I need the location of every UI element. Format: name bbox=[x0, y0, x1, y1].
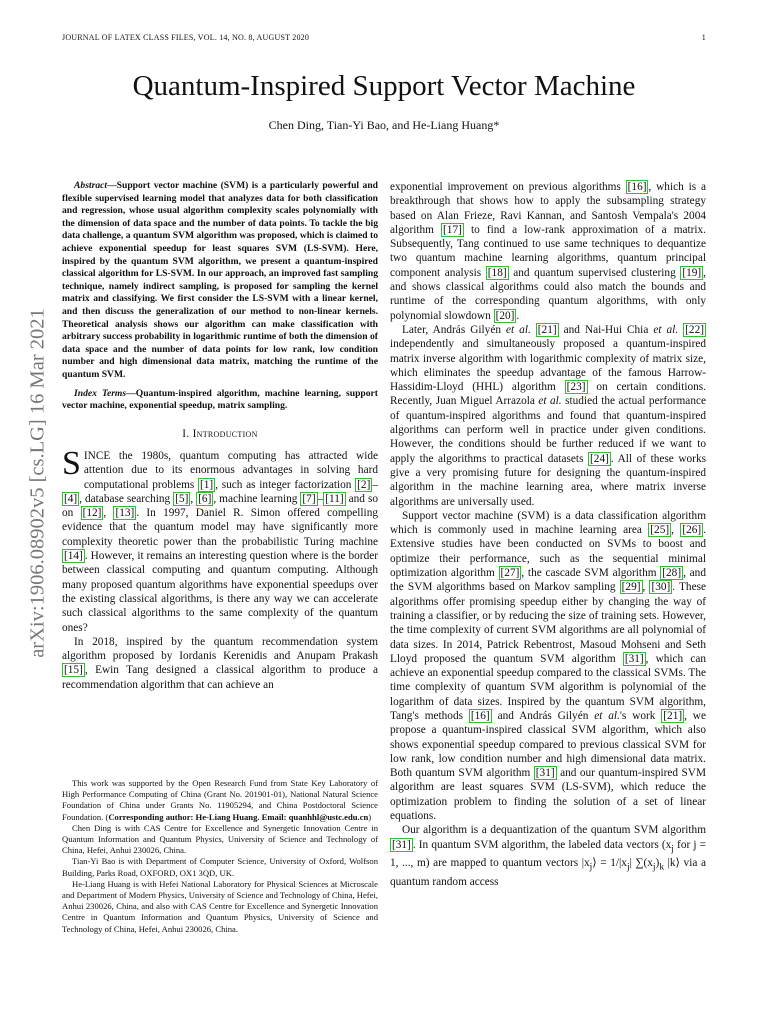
citation-link[interactable]: [25] bbox=[650, 524, 670, 537]
et-al: et al. bbox=[538, 395, 562, 408]
citation-link[interactable]: [15] bbox=[64, 664, 83, 677]
text-run: , Ewin Tang designed a classical algorithm to produce a recommendation algorithm that can achieve an bbox=[62, 664, 378, 691]
citation-link[interactable]: [4] bbox=[64, 492, 78, 505]
text-run: Support vector machine (SVM) is a data classification algorithm which is commonly used in machine learning area bbox=[390, 509, 706, 537]
citation-link[interactable]: [16] bbox=[627, 181, 647, 193]
text-run: and our quantum-inspired SVM algorithm are least squares SVM (LS-SVM), which reduce the optimization problem to finding the solution of a set of linear equations. bbox=[390, 767, 707, 823]
citation-link[interactable]: [19] bbox=[682, 266, 702, 279]
text-run: studied the actual performance of quantum-inspired algorithms and found that quantum-inspired algorithms can perform well in practice under given conditions. However, the conditions should be further reduced if we want to apply the algorithms to practical datasets bbox=[390, 395, 706, 465]
subscript: j bbox=[652, 862, 656, 873]
text-run: . In 1997, Daniel R. Simon offered compelling evidence that the quantum model may have significantly more complexity theoretic power than the probabilistic Turing machine bbox=[62, 507, 378, 548]
text-run: ⟩ = 1/|x bbox=[592, 857, 627, 870]
text-run: , which is a breakthrough that shows how to apply the subsampling strategy based on Alan Frieze, Ravi Kannan, and Santosh Vempala's 2004 algorithm bbox=[390, 181, 706, 236]
et-al: et al. bbox=[594, 709, 620, 722]
text-run: – bbox=[317, 492, 324, 505]
text-run: , and the SVM algorithms based on Markov sampling bbox=[390, 567, 706, 594]
citation-link[interactable]: [6] bbox=[198, 492, 212, 505]
text-run: , bbox=[642, 581, 650, 594]
text-run: ) bbox=[655, 857, 660, 870]
text-run: , which can achieve an exponential speedup compared to the classical SVMs. The time complexity of quantum SVM algorithm is polynomial of the logarithm of data sizes. Inspired by the quantum SVM algorithm, Tang's methods bbox=[390, 652, 706, 722]
citation-link[interactable]: [11] bbox=[325, 492, 344, 505]
citation-link[interactable]: [21] bbox=[663, 709, 683, 722]
right-column bbox=[390, 180, 706, 889]
text-run: , bbox=[103, 507, 114, 520]
text-run: Later, András Gilyén bbox=[402, 323, 506, 336]
citation-link[interactable]: [28] bbox=[662, 567, 682, 580]
arxiv-stamp-text: arXiv:1906.08902v5 [cs.LG] 16 Mar 2021 bbox=[26, 308, 49, 658]
citation-link[interactable]: [31] bbox=[392, 838, 411, 851]
citation-link[interactable]: [7] bbox=[302, 492, 316, 505]
subscript: k bbox=[659, 862, 665, 873]
text-run: , bbox=[671, 524, 681, 537]
citation-link[interactable]: [12] bbox=[82, 507, 102, 520]
section-number: I. bbox=[182, 427, 193, 440]
author-list: Chen Ding, Tian-Yi Bao, and He-Liang Huang* bbox=[268, 118, 500, 132]
text-run: to find a low-rank approximation of a matrix. Subsequently, Tang continued to use same techniques to dequantize two quantum machine learning algorithms, quantum principal component analysis bbox=[390, 223, 707, 279]
citation-link[interactable]: [24] bbox=[590, 452, 609, 465]
citation-link[interactable]: [29] bbox=[621, 581, 641, 594]
left-column bbox=[62, 180, 378, 692]
citation-link[interactable]: [20] bbox=[495, 309, 515, 322]
section-title: Introduction bbox=[192, 427, 258, 440]
citation-link[interactable]: [13] bbox=[115, 507, 135, 520]
intro-paragraph-4 bbox=[390, 323, 706, 509]
section-heading bbox=[62, 427, 378, 441]
text-run: . However, it remains an interesting question where is the border between classical computing and quantum computing. Although many proposed quantum algorithms have exponential speedups over the existing classical algorithms, is there any way we can accelerate such classical algorithms to the same complexity of the quantum ones? bbox=[62, 550, 378, 634]
footnote-affiliation: Chen Ding is with CAS Centre for Excellence and Synergetic Innovation Centre in Quantum Information and Quantum Physics, University of Science and Technology of China, Hefei, Anhui 230026, China. bbox=[62, 822, 378, 856]
text-run: |k⟩ via a quantum random access bbox=[390, 857, 706, 888]
text-run: INCE the 1980s, quantum computing has attracted wide attention due to its enormous advantages in solving hard computational problems bbox=[83, 449, 378, 491]
footnote-funding bbox=[62, 778, 378, 823]
text-run: This work was supported by the Open Research Fund from State Key Laboratory of High Performance Computing of China (Grant No. 201901-01), National Natural Science Foundation of China under Grants No. 11905294, and China Postdoctoral Science Foundation. ( bbox=[62, 778, 378, 822]
citation-link[interactable]: [21] bbox=[537, 323, 557, 336]
text-run: , database searching bbox=[79, 492, 174, 505]
text-run: and so on bbox=[62, 492, 378, 520]
index-terms-text: —Quantum-inspired algorithm, machine learning, support vector machine, exponential speedup, matrix sampling. bbox=[62, 387, 378, 412]
citation-link[interactable]: [16] bbox=[470, 709, 490, 722]
citation-link[interactable]: [23] bbox=[566, 381, 586, 394]
text-run: on certain conditions. Recently, Juan Miguel Arrazola bbox=[390, 381, 706, 408]
text-run: . All of these works give a very promising future for designing the quantum-inspired algorithm in the machine learning area, where matrix inverse algorithms are universally used. bbox=[390, 452, 706, 508]
intro-paragraph-1 bbox=[62, 444, 378, 635]
text-run: ) bbox=[368, 811, 372, 822]
drop-cap: S bbox=[62, 444, 81, 482]
et-al: et al. bbox=[506, 323, 531, 336]
text-run: 's work bbox=[619, 709, 662, 722]
paper-title: Quantum-Inspired Support Vector Machine bbox=[132, 70, 636, 102]
text-run: and quantum supervised clustering bbox=[508, 266, 681, 279]
text-run: . In quantum SVM algorithm, the labeled data vectors (x bbox=[412, 838, 672, 851]
citation-link[interactable]: [27] bbox=[500, 567, 520, 580]
footnotes bbox=[62, 778, 378, 935]
citation-link[interactable]: [5] bbox=[175, 492, 189, 505]
footnote-affiliation: Tian-Yi Bao is with Department of Computer Science, University of Oxford, Wolfson Building, Parks Road, OXFORD, OX1 3QD, UK. bbox=[62, 856, 378, 878]
text-run: Our algorithm is a dequantization of the quantum SVM algorithm bbox=[402, 824, 706, 837]
text-run: , the cascade SVM algorithm bbox=[521, 567, 661, 580]
running-header bbox=[62, 33, 706, 42]
text-run: , we propose a quantum-inspired classical SVM algorithm, which also shows exponential speedup compared to previous classical SVM for low rank, low condition number and high dimensional data matrix. Both quantum SVM algorithm bbox=[390, 709, 706, 780]
text-run: , such as integer factorization bbox=[215, 478, 356, 491]
citation-link[interactable]: [31] bbox=[535, 767, 555, 780]
citation-link[interactable]: [18] bbox=[487, 266, 507, 279]
text-run: . bbox=[516, 309, 520, 322]
intro-paragraph-3 bbox=[390, 180, 706, 323]
text-run: , and shows classical algorithms could also match the bounds and runtime of the corresponding quantum algorithms, with only polynomial slowdown bbox=[390, 266, 706, 322]
text-run: , bbox=[190, 492, 197, 505]
text-run: . These algorithms offer promising speedup either by changing the way of training a classifier, or by reducing the size of training sets. However, the time complexity of current SVM algorithms are all polynomial of data sizes. In 2014, Patrick Rebentrost, Masoud Mohseni and Seth Lloyd proposed the quantum SVM algorithm bbox=[390, 581, 706, 665]
citation-link[interactable]: [14] bbox=[64, 550, 83, 563]
text-run: and András Gilyén bbox=[491, 709, 595, 722]
subscript: j bbox=[671, 843, 674, 854]
citation-link[interactable]: [1] bbox=[200, 478, 214, 491]
arxiv-stamp bbox=[18, 268, 58, 698]
abstract-text: —Support vector machine (SVM) is a particularly powerful and flexible supervised learning model that analyzes data for both classification and regression, whose usual algorithm complexity scales polynomially with the dimension of data space and the number of data points. To tackle the big data challenge, a quantum SVM algorithm was proposed, which is claimed to achieve exponential speedup for least squares SVM (LS-SVM). Here, inspired by the quantum SVM algorithm, we present a quantum-inspired classical algorithm for LS-SVM. In our approach, an improved fast sampling technique, namely indirect sampling, is proposed for sampling the kernel matrix and classifying. We first consider the LS-SVM with a linear kernel, and then discuss the generalization of our method to non-linear kernels. Theoretical analysis shows our algorithm can make classification with arbitrary success probability in logarithmic runtime of both the dimension of data space and the number of data points for low rank, low condition number and high dimensional data matrix, matching the runtime of the quantum SVM. bbox=[62, 180, 378, 380]
et-al: et al. bbox=[653, 323, 679, 336]
index-terms-lead: Index Terms bbox=[74, 387, 127, 399]
abstract-lead: Abstract bbox=[74, 180, 108, 191]
text-run: for j = 1, ..., m) are mapped to quantum vectors |x bbox=[390, 838, 707, 870]
index-terms bbox=[62, 388, 378, 413]
abstract bbox=[62, 180, 378, 382]
text-run: exponential improvement on previous algorithms bbox=[390, 181, 626, 193]
journal-name: JOURNAL OF LATEX CLASS FILES, VOL. 14, NO. 8, AUGUST 2020 bbox=[62, 33, 310, 42]
page-number: 1 bbox=[701, 33, 706, 42]
text-run: . Extensive studies have been conducted on SVMs to boost and optimize their performance, such as the sequential minimal optimization algorithm bbox=[390, 524, 706, 580]
text-run: – bbox=[372, 478, 378, 491]
citation-link[interactable]: [22] bbox=[685, 323, 704, 336]
text-run: In 2018, inspired by the quantum recommendation system algorithm proposed by Iordanis Kerenidis and Anupam Prakash bbox=[62, 635, 378, 663]
intro-paragraph-6 bbox=[390, 823, 706, 889]
footnote-affiliation: He-Liang Huang is with Hefei National Laboratory for Physical Sciences at Microscale and Department of Modern Physics, University of Science and Technology of China, Hefei, Anhui 230026, China, and also with CAS Centre for Excellence and Synergetic Innovation Centre in Quantum Information and Quantum Physics, University of Science and Technology of China, Hefei, Anhui 230026, China. bbox=[62, 878, 378, 934]
subscript: j bbox=[589, 862, 593, 873]
intro-paragraph-2 bbox=[62, 635, 378, 692]
citation-link[interactable]: [2] bbox=[357, 478, 371, 491]
text-run: independently and simultaneously proposed a quantum-inspired matrix inverse algorithm with logarithmic complexity of matrix size, which eliminates the speedup advantage of the famous Harrow-Hassidim-Lloyd (HHL) algorithm bbox=[390, 338, 706, 394]
citation-link[interactable]: [30] bbox=[651, 581, 671, 594]
text-run: and Nai-Hui Chia bbox=[558, 323, 654, 336]
citation-link[interactable]: [17] bbox=[443, 223, 462, 236]
intro-paragraph-5 bbox=[390, 509, 706, 824]
subscript: j bbox=[626, 862, 630, 873]
text-run: | ∑(x bbox=[629, 857, 653, 870]
citation-link[interactable]: [26] bbox=[682, 524, 702, 537]
corresponding-author: Corresponding author: He-Liang Huang. Email: quanhhl@ustc.edu.cn bbox=[108, 811, 369, 822]
citation-link[interactable]: [31] bbox=[624, 652, 644, 665]
text-run: , machine learning bbox=[213, 492, 301, 505]
